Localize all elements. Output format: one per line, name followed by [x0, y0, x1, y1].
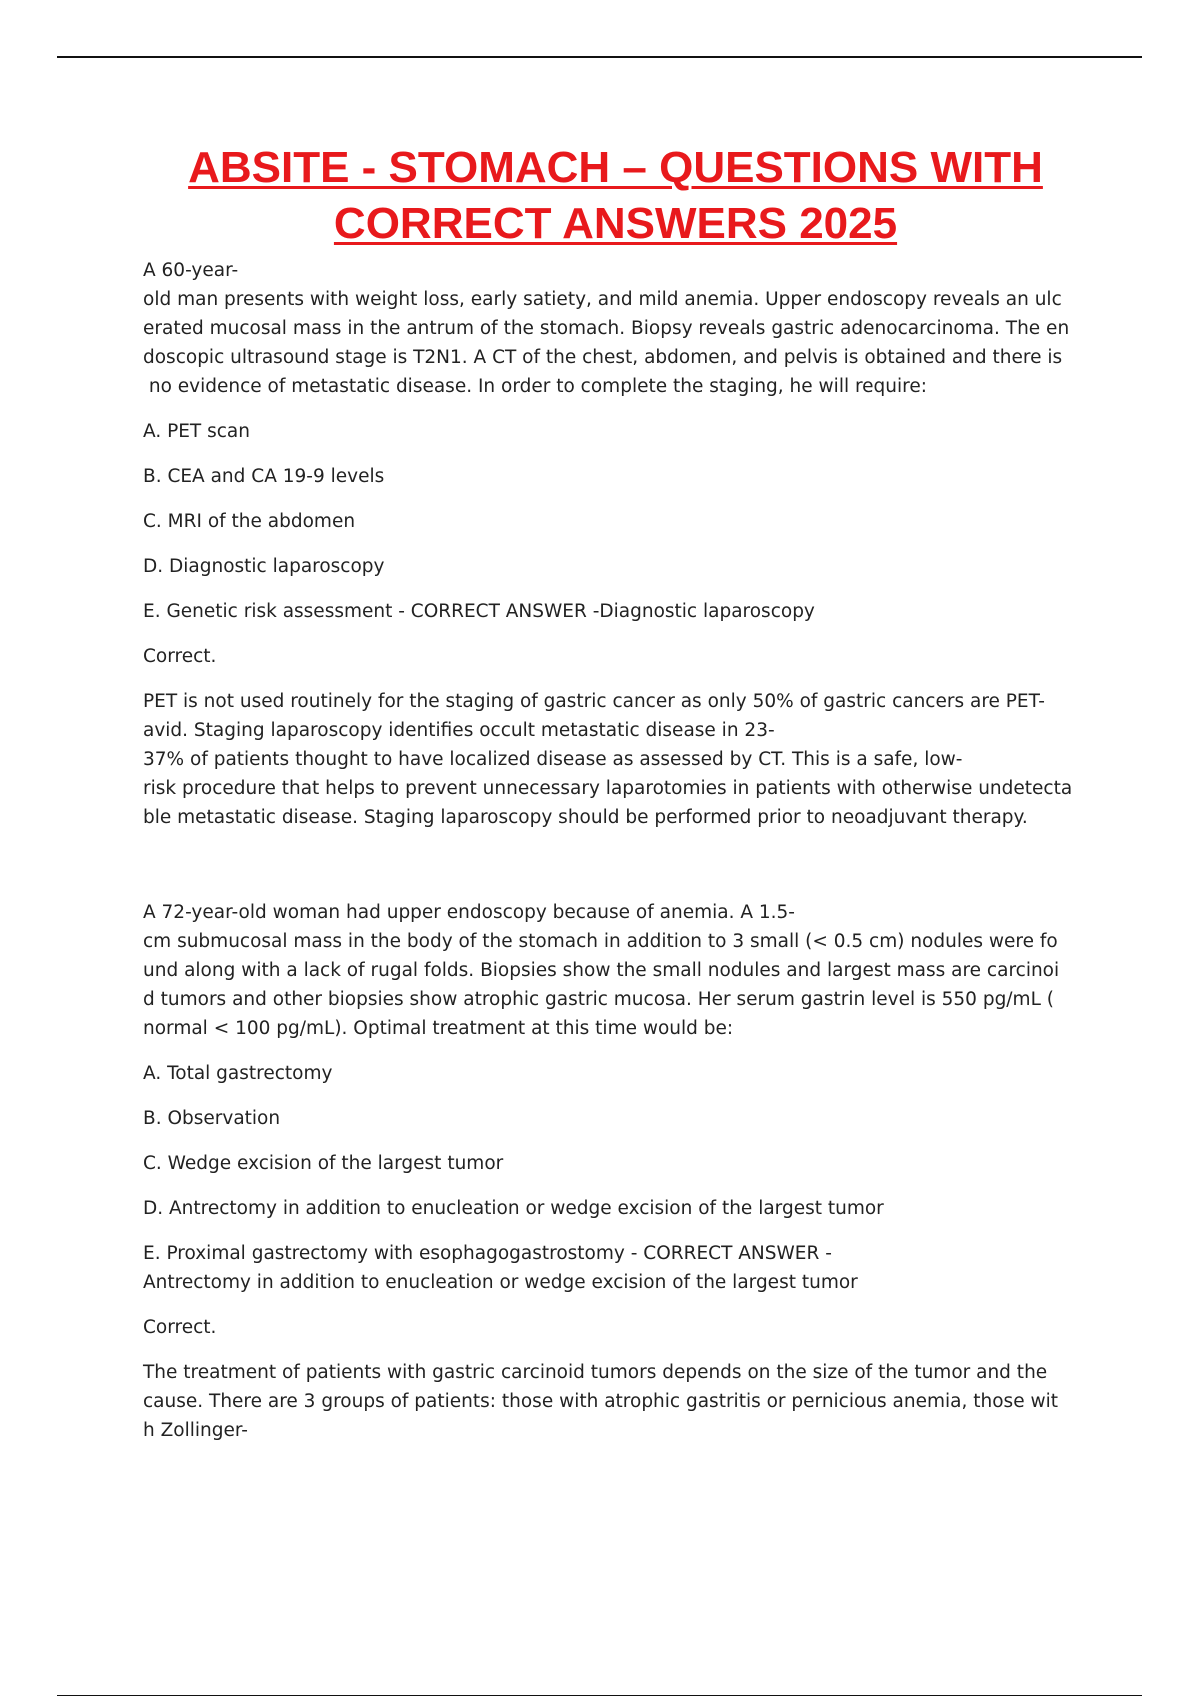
q1-option-c: C. MRI of the abdomen [143, 511, 356, 532]
q2-stem-line: und along with a lack of rugal folds. Biopsies show the small nodules and largest mass are carcinoi [143, 960, 1060, 981]
q2-option-c: C. Wedge excision of the largest tumor [143, 1153, 504, 1174]
q2-explanation-line: h Zollinger- [143, 1420, 248, 1441]
q2-stem-line: normal < 100 pg/mL). Optimal treatment at this time would be: [143, 1018, 734, 1039]
q1-explanation-line: risk procedure that helps to prevent unnecessary laparotomies in patients with otherwise undetecta [143, 778, 1073, 799]
footer-rule [57, 1695, 1142, 1696]
q1-correct-label: Correct. [143, 646, 217, 667]
q2-option-d: D. Antrectomy in addition to enucleation or wedge excision of the largest tumor [143, 1198, 884, 1219]
q1-explanation-line: 37% of patients thought to have localized disease as assessed by CT. This is a safe, low- [143, 749, 963, 770]
q1-explanation-line: ble metastatic disease. Staging laparoscopy should be performed prior to neoadjuvant therapy. [143, 807, 1028, 828]
question-1 [143, 256, 1088, 832]
q1-explanation-line: PET is not used routinely for the staging of gastric cancer as only 50% of gastric cancers are PET- [143, 691, 1045, 712]
title-line-2: CORRECT ANSWERS 2025 [333, 199, 898, 248]
q2-stem-line: A 72-year-old woman had upper endoscopy because of anemia. A 1.5- [143, 902, 795, 923]
q1-stem-line: old man presents with weight loss, early satiety, and mild anemia. Upper endoscopy reveals an ulc [143, 289, 1062, 310]
q1-explanation-line: avid. Staging laparoscopy identifies occult metastatic disease in 23- [143, 720, 775, 741]
q1-option-e: E. Genetic risk assessment - CORRECT ANSWER -Diagnostic laparoscopy [143, 601, 815, 622]
q1-option-b: B. CEA and CA 19-9 levels [143, 466, 385, 487]
q2-explanation-line: cause. There are 3 groups of patients: those with atrophic gastritis or pernicious anemia, those wit [143, 1391, 1058, 1412]
q1-stem-line: erated mucosal mass in the antrum of the stomach. Biopsy reveals gastric adenocarcinoma. The en [143, 318, 1070, 339]
question-2 [143, 898, 1088, 1445]
q2-option-b: B. Observation [143, 1108, 281, 1129]
q1-stem-line: A 60-year- [143, 260, 239, 281]
q2-option-e: E. Proximal gastrectomy with esophagogastrostomy - CORRECT ANSWER - [143, 1243, 832, 1264]
q2-option-e-continued: Antrectomy in addition to enucleation or wedge excision of the largest tumor [143, 1272, 858, 1293]
q1-stem-line: doscopic ultrasound stage is T2N1. A CT of the chest, abdomen, and pelvis is obtained and there is [143, 347, 1063, 368]
header-rule [57, 56, 1142, 58]
title-line-1: ABSITE - STOMACH – QUESTIONS WITH [188, 143, 1043, 192]
q2-stem-line: d tumors and other biopsies show atrophic gastric mucosa. Her serum gastrin level is 550 pg/mL ( [143, 989, 1054, 1010]
q2-option-a: A. Total gastrectomy [143, 1063, 333, 1084]
document-title [143, 140, 1088, 252]
q1-explanation [143, 687, 1088, 832]
document-page [143, 140, 1088, 1445]
q1-option-a: A. PET scan [143, 421, 250, 442]
q1-option-d: D. Diagnostic laparoscopy [143, 556, 385, 577]
q2-explanation [143, 1358, 1088, 1445]
q1-stem-line: no evidence of metastatic disease. In order to complete the staging, he will require: [143, 376, 927, 397]
q2-correct-label: Correct. [143, 1317, 217, 1338]
q2-stem-line: cm submucosal mass in the body of the stomach in addition to 3 small (< 0.5 cm) nodules were fo [143, 931, 1058, 952]
q2-explanation-line: The treatment of patients with gastric carcinoid tumors depends on the size of the tumor and the [143, 1362, 1048, 1383]
